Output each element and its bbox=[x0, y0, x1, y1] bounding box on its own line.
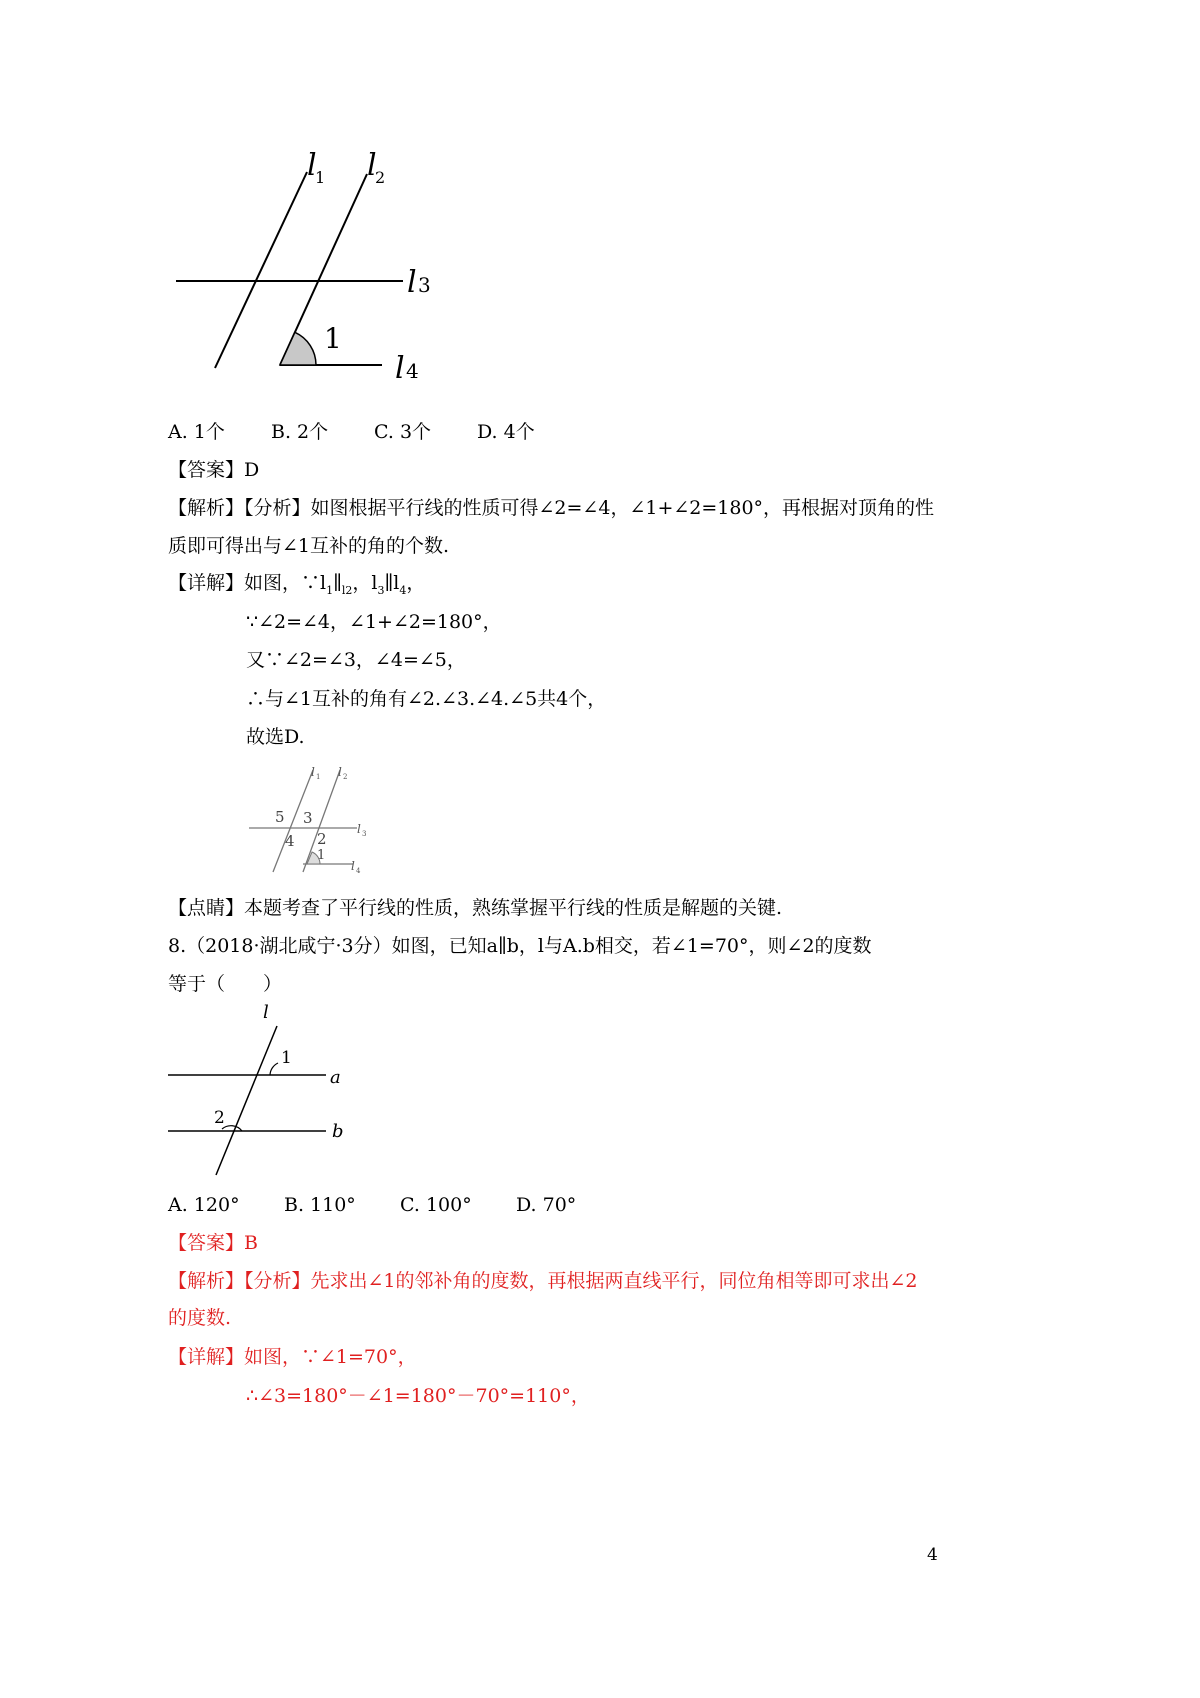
q7-analysis-line1: 【解析】【分析】如图根据平行线的性质可得∠2=∠4，∠1+∠2=180°，再根据对顶角的性 bbox=[168, 497, 935, 519]
q8-analysis-line2: 的度数. bbox=[168, 1307, 232, 1329]
q7-options bbox=[168, 420, 535, 444]
small-label-2: 2 bbox=[317, 830, 327, 848]
small-label-l2-sub: 2 bbox=[343, 773, 348, 781]
q7-option-b: B. 2个 bbox=[271, 421, 329, 443]
q8-answer: 【答案】B bbox=[168, 1232, 258, 1254]
q7-option-a: A. 1个 bbox=[168, 421, 225, 443]
small-label-l2: l bbox=[338, 765, 342, 779]
figure-parallel-lines-l1-l4 bbox=[170, 140, 470, 400]
q8-analysis-line1: 【解析】【分析】先求出∠1的邻补角的度数，再根据两直线平行，同位角相等即可求出∠2 bbox=[168, 1270, 918, 1292]
line-l bbox=[216, 1026, 277, 1175]
q7-answer: 【答案】D bbox=[168, 459, 260, 481]
q7-step-3: ∴与∠1互补的角有∠2.∠3.∠4.∠5共4个， bbox=[246, 688, 607, 710]
small-label-1: 1 bbox=[317, 848, 326, 863]
q7-step-2: 又∵∠2=∠3，∠4=∠5， bbox=[246, 649, 466, 671]
q7-detail-sub4: 4 bbox=[399, 583, 407, 597]
small-label-l1: l bbox=[311, 765, 315, 779]
q7-detail-prefix: 【详解】如图，∵l bbox=[168, 572, 327, 594]
small-label-l4: l bbox=[351, 859, 355, 873]
q8-question-line2: 等于（ ） bbox=[168, 973, 283, 995]
q7-option-d: D. 4个 bbox=[477, 421, 535, 443]
q7-step-1: ∵∠2=∠4，∠1+∠2=180°， bbox=[246, 611, 502, 633]
small-label-l3: l bbox=[357, 822, 361, 836]
angle-2-arc bbox=[222, 1126, 242, 1131]
q8-option-c: C. 100° bbox=[400, 1194, 472, 1216]
small-label-l4-sub: 4 bbox=[356, 867, 361, 875]
q7-detail-intro bbox=[168, 571, 425, 603]
label-a: a bbox=[330, 1067, 341, 1088]
q7-detail-sub2: l2 bbox=[341, 583, 353, 597]
small-label-l3-sub: 3 bbox=[362, 830, 367, 838]
label-l2-sub: 2 bbox=[375, 168, 386, 187]
label-l1-sub: 1 bbox=[315, 168, 326, 187]
q7-option-c: C. 3个 bbox=[374, 421, 432, 443]
q7-analysis-line2: 质即可得出与∠1互补的角的个数. bbox=[168, 535, 450, 557]
q8-question-line1: 8.（2018·湖北咸宁·3分）如图，已知a∥b，l与A.b相交，若∠1=70°，则∠2的度数 bbox=[168, 935, 872, 957]
q8-step-1: ∴∠3=180°－∠1=180°－70°=110°， bbox=[246, 1385, 590, 1407]
q7-step-4: 故选D. bbox=[246, 726, 305, 748]
angle-1-arc bbox=[270, 1063, 278, 1075]
q8-option-a: A. 120° bbox=[168, 1194, 240, 1216]
q8-option-b: B. 110° bbox=[284, 1194, 356, 1216]
figure-parallel-lines-numbered-angles bbox=[245, 762, 385, 882]
figure-parallel-lines-a-b bbox=[168, 1004, 358, 1184]
q7-detail-parallel: ∥ bbox=[333, 572, 342, 594]
q7-detail-mid3: ∥l bbox=[384, 572, 400, 594]
q7-detail-mid2: ，l bbox=[352, 572, 378, 594]
label-l1: l bbox=[307, 148, 317, 183]
q7-detail-sub1: 1 bbox=[326, 583, 334, 597]
q7-detail-end: ， bbox=[406, 572, 426, 594]
angle-1-arc bbox=[280, 332, 316, 365]
label-l4-sub: 4 bbox=[406, 359, 419, 383]
small-label-4: 4 bbox=[285, 832, 295, 850]
label-angle-2: 2 bbox=[214, 1108, 225, 1128]
q7-detail-sub3: 3 bbox=[377, 583, 385, 597]
label-l3: l bbox=[407, 265, 417, 300]
small-label-3: 3 bbox=[303, 809, 313, 827]
small-label-5: 5 bbox=[275, 808, 285, 826]
q8-options bbox=[168, 1193, 576, 1217]
q8-option-d: D. 70° bbox=[516, 1194, 577, 1216]
label-l2: l bbox=[367, 148, 377, 183]
label-l: l bbox=[263, 1002, 269, 1023]
page-number: 4 bbox=[927, 1545, 938, 1565]
label-l3-sub: 3 bbox=[418, 273, 431, 297]
small-label-l1-sub: 1 bbox=[316, 773, 321, 781]
label-angle-1: 1 bbox=[281, 1048, 292, 1068]
q8-detail: 【详解】如图，∵∠1=70°， bbox=[168, 1346, 417, 1368]
label-l4: l bbox=[395, 351, 405, 386]
label-angle-1: 1 bbox=[324, 322, 342, 355]
q7-comment: 【点睛】本题考查了平行线的性质，熟练掌握平行线的性质是解题的关键. bbox=[168, 897, 783, 919]
label-b: b bbox=[332, 1121, 344, 1142]
